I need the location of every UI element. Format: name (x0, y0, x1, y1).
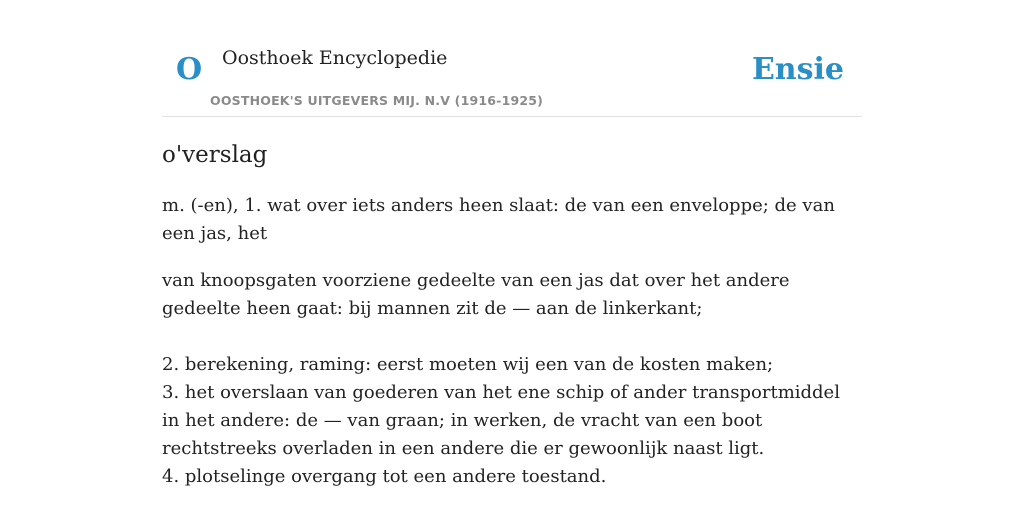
letter-badge[interactable]: O (176, 52, 203, 87)
definition-item: 3. het overslaan van goederen van het ene schip of ander transportmiddel in het andere: de — van graan; in werken, de vracht van een boot rechtstreeks overladen in een andere die er gewoonlijk naast ligt. (162, 382, 840, 459)
definition-item: 2. berekening, raming: eerst moeten wij een van de kosten maken; (162, 354, 774, 375)
publisher-label: OOSTHOEK'S UITGEVERS MIJ. N.V (1916-1925) (210, 93, 544, 108)
entry-content (162, 192, 862, 491)
encyclopedia-title[interactable]: Oosthoek Encyclopedie (222, 47, 448, 69)
site-header (162, 40, 862, 117)
definition-paragraph: van knoopsgaten voorziene gedeelte van een jas dat over het andere gedeelte heen gaat: bij mannen zit de — aan de linkerkant; (162, 270, 790, 319)
entry-title: o'verslag (162, 142, 268, 168)
definition-item: 4. plotselinge overgang tot een andere toestand. (162, 466, 607, 487)
definition-paragraph: m. (-en), 1. wat over iets anders heen slaat: de van een enveloppe; de van een jas, het (162, 195, 835, 244)
brand-logo-link[interactable]: Ensie (751, 52, 844, 87)
